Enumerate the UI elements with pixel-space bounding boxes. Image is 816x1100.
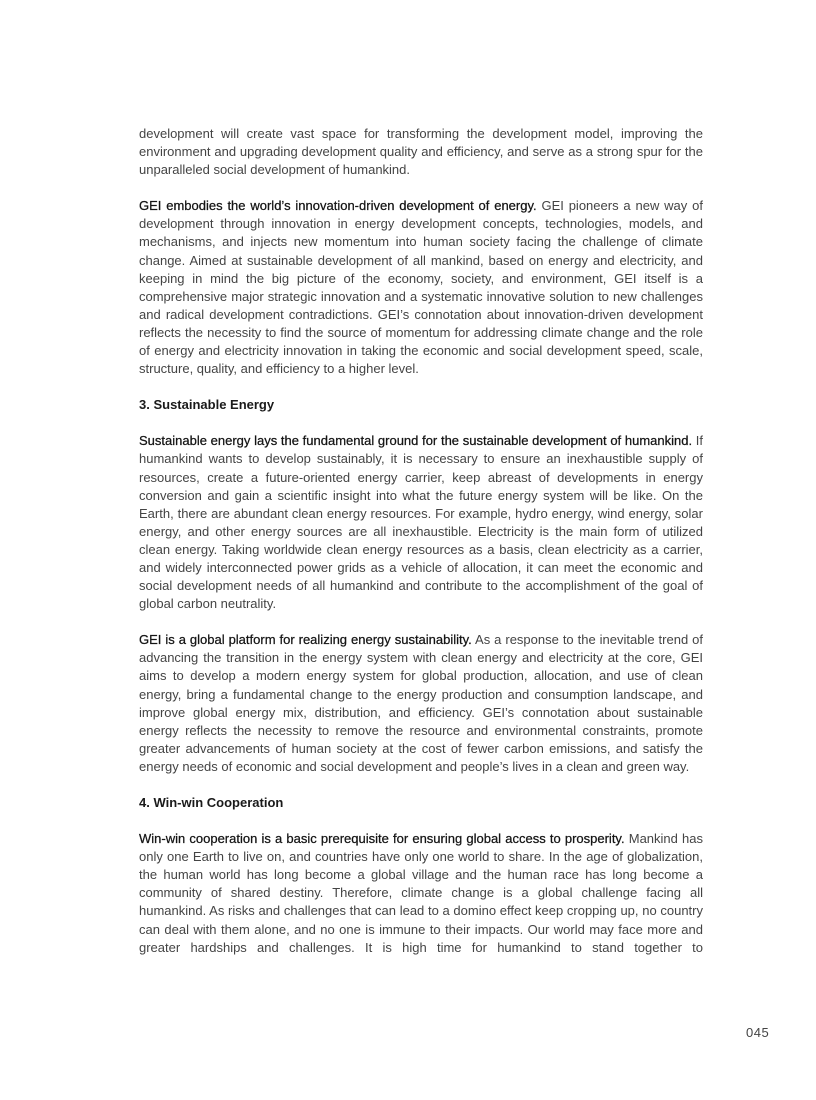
- paragraph-text: If humankind wants to develop sustainably, it is necessary to ensure an inexhaustible supply of resources, create a future-oriented energy carrier, keep abreast of developments in energy conversion and gain a scientific insight into what the future energy system will be like. On the Earth, there are abundant clean energy resources. For example, hydro energy, wind energy, solar energy, and other energy sources are all inexhaustible. Electricity is the main form of utilized clean energy. Taking worldwide clean energy resources as a basis, clean electricity as a carrier, and widely interconnected power grids as a vehicle of allocation, it can meet the economic and social development needs of all humankind and contribute to the accomplishment of the goal of global carbon neutrality.: [139, 433, 703, 612]
- text-column: [139, 125, 703, 975]
- section-heading-sustainable-energy: 3. Sustainable Energy: [139, 397, 275, 413]
- paragraph-win-win: [139, 830, 703, 957]
- paragraph-text: development will create vast space for transforming the development model, improving the environment and upgrading development quality and efficiency, and serve as a strong spur for the unparalleled social development of humankind.: [139, 126, 703, 178]
- paragraph-text: As a response to the inevitable trend of advancing the transition in the energy system with clean energy and electricity at the core, GEI aims to develop a modern energy system for global production, allocation, and use of clean energy, bring a fundamental change to the energy production and consumption landscape, and improve global energy mix, distribution, and efficiency. GEI’s connotation about sustainable energy reflects the necessity to remove the resource and environmental constraints, promote greater advancements of human society at the cost of fewer carbon emissions, and satisfy the energy needs of economic and social development and people’s lives in a clean and green way.: [139, 632, 703, 774]
- paragraph-text: Mankind has only one Earth to live on, and countries have only one world to share. In the age of globalization, the human world has long become a global village and the human race has long become a community of shared destiny. Therefore, climate change is a global challenge facing all humankind. As risks and challenges that can lead to a domino effect keep cropping up, no country can deal with them alone, and no one is immune to their impacts. Our world may face more and greater hardships and challenges. It is high time for humankind to stand together to: [139, 831, 703, 955]
- paragraph-global-platform: [139, 631, 703, 776]
- section-heading-win-win-cooperation: 4. Win-win Cooperation: [139, 795, 284, 810]
- lead-sentence: Sustainable energy lays the fundamental ground for the sustainable development of humankind.: [139, 433, 693, 449]
- page-number: 045: [746, 1025, 770, 1040]
- paragraph-text: GEI pioneers a new way of development through innovation in energy development concepts, technologies, models, and mechanisms, and injects new momentum into human society facing the challenge of climate change. Aimed at sustainable development of all mankind, based on energy and electricity, and keeping in mind the big picture of the economy, society, and environment, GEI itself is a comprehensive major strategic innovation and a systematic innovative solution to new challenges and radical development contradictions. GEI’s connotation about innovation-driven development reflects the necessity to find the source of momentum for addressing climate change and the role of energy and electricity innovation in taking the economic and social development speed, scale, structure, quality, and efficiency to a higher level.: [139, 198, 703, 377]
- lead-sentence: GEI is a global platform for realizing energy sustainability.: [139, 632, 472, 648]
- paragraph-sustainable-energy: [139, 432, 703, 613]
- paragraph-innovation-driven: [139, 197, 703, 378]
- paragraph-continued: [139, 125, 703, 179]
- lead-sentence: Win-win cooperation is a basic prerequisite for ensuring global access to prosperity.: [139, 831, 625, 847]
- lead-sentence: GEI embodies the world’s innovation-driven development of energy.: [139, 198, 537, 214]
